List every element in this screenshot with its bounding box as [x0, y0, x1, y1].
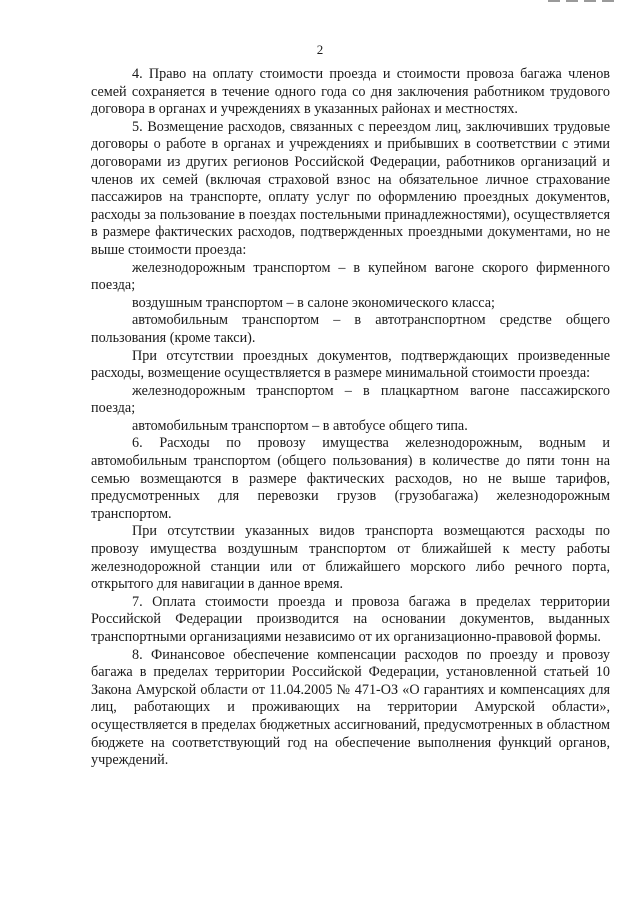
paragraph-air-property-transport: При отсутствии указанных видов транспорта возмещаются расходы по провозу имущества воздушным транспортом от ближайшей к месту работы железнодорожной станции или от ближайшего морского либо речного порта, открытого для навигации в данное время.: [91, 523, 610, 593]
scan-mark: [602, 0, 614, 2]
paragraph-6-property-transport: 6. Расходы по провозу имущества железнодорожным, водным и автомобильным транспортом (общего пользования) в количестве до пяти тонн на семью возмещаются в размере фактических расходов, но не выше тарифов, предусмотренных для перевозки грузов (грузобагажа) железнодорожным транспортом.: [91, 435, 610, 522]
scan-mark: [566, 0, 578, 2]
paragraph-5-relocation-expenses: 5. Возмещение расходов, связанных с переездом лиц, заключивших трудовые договоры о работе в органах и учреждениях и прибывших в соответствии с этими договорами из других регионов Российской Федерации, работников организаций и членов их семей (включая страховой взнос на обязательное личное страхование пассажиров на транспорте, оплату услуг по оформлению проездных документов, расходы за пользование в поездах постельными принадлежностями), осуществляется в размере фактических расходов, подтвержденных проездными документами, но не выше стоимости проезда:: [91, 118, 610, 258]
paragraph-railway-compartment: железнодорожным транспортом – в купейном вагоне скорого фирменного поезда;: [91, 259, 610, 294]
paragraph-air-economy: воздушным транспортом – в салоне экономического класса;: [132, 294, 495, 311]
scan-mark: [548, 0, 560, 2]
paragraph-bus-general: автомобильным транспортом – в автобусе общего типа.: [132, 417, 468, 434]
document-body: [91, 66, 610, 770]
paragraph-7-payment-basis: 7. Оплата стоимости проезда и провоза багажа в пределах территории Российской Федерации производится на основании документов, выданных транспортными организациями независимо от их организационно-правовой формы.: [91, 593, 610, 645]
paragraph-no-documents: При отсутствии проездных документов, подтверждающих произведенные расходы, возмещение осуществляется в размере минимальной стоимости проезда:: [91, 347, 610, 382]
scan-mark: [584, 0, 596, 2]
page-number: 2: [316, 42, 324, 57]
paragraph-railway-reserved-seat: железнодорожным транспортом – в плацкартном вагоне пассажирского поезда;: [91, 382, 610, 417]
paragraph-8-financing: 8. Финансовое обеспечение компенсации расходов по проезду и провозу багажа в пределах территории Российской Федерации, установленной статьей 10 Закона Амурской области от 11.04.2005 № 471-ОЗ «О гарантиях и компенсациях для лиц, работающих и проживающих на территории Амурской области», осуществляется в пределах бюджетных ассигнований, предусмотренных в областном бюджете на соответствующий год на обеспечение выполнения функций органов, учреждений.: [91, 646, 610, 769]
paragraph-4-travel-right: 4. Право на оплату стоимости проезда и стоимости провоза багажа членов семей сохраняется в течение одного года со дня заключения работником трудового договора в органах и учреждениях в указанных районах и местностях.: [91, 66, 610, 118]
paragraph-road-public: автомобильным транспортом – в автотранспортном средстве общего пользования (кроме такси).: [91, 312, 610, 346]
